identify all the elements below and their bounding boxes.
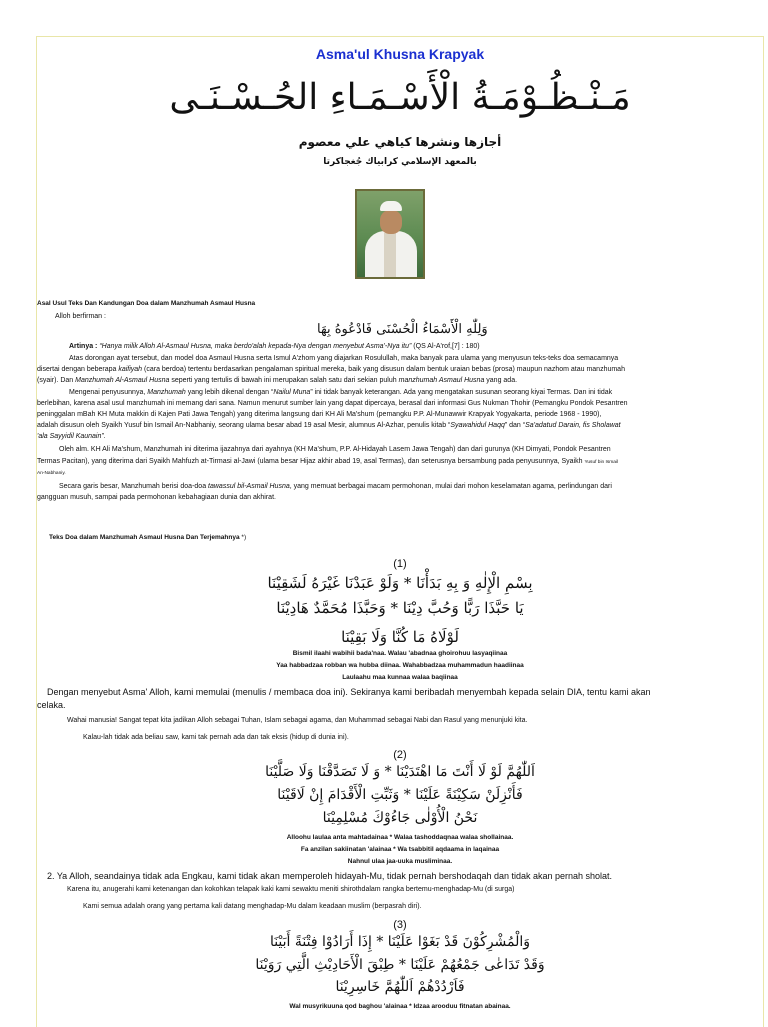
para4-text: Secara garis besar, Manzhumah berisi doa-doa bbox=[59, 483, 209, 490]
verse2-translit-3: Nahnul ulaa jaa-uuka musliminaa. bbox=[347, 858, 453, 865]
para1-text: yang ada. bbox=[484, 377, 518, 384]
section2-heading-text: Teks Doa dalam Manzhumah Asmaul Husna Dan Terjemahnya bbox=[49, 534, 240, 541]
verse3-arabic-line1: وَالْمُشْرِكُوْنَ قَدْ بَغَوْا عَلَيْنَا * إِذَا أَرَادُوْا فِتْنَةً أَبَيْنَا bbox=[269, 934, 531, 950]
quran-verse: وَلِلّٰهِ الْأَسْمَاءُ الْحُسْنَى فَادْعُوهُ بِهَا bbox=[317, 322, 488, 337]
para4-line2: gangguan musuh, sampai pada permohonan kebahagiaan dunia dan akhirat. bbox=[37, 494, 276, 501]
verse2-translit-2: Fa anzilan sakiinatan 'alainaa * Wa tsabbitil aqdaama in laqainaa bbox=[300, 846, 500, 853]
verse3-arabic-line2: وَقَدْ تَدَاعٰى جَمْعُهُمْ عَلَيْنَا * طِبْقَ الْأَحَادِيْثِ الَّتِي رَوَيْنَا bbox=[255, 957, 545, 973]
para1-text: (syair). Dan bbox=[37, 377, 76, 384]
section2-note: *) bbox=[241, 534, 247, 541]
verse2-comment-1: Karena itu, anugerahi kami ketenangan dan kokohkan telapak kaki kami sewaktu meniti shirothdalam rangka bertemu-menghadap-Mu (di surga) bbox=[67, 886, 515, 893]
para2-line1 bbox=[69, 389, 612, 396]
allah-berfirman: Alloh berfirman : bbox=[55, 313, 106, 320]
verse2-number: (2) bbox=[393, 749, 407, 761]
verse2-comment-2: Kami semua adalah orang yang pertama kali datang menghadap-Mu dalam keadaan muslim (berpasrah diri). bbox=[83, 903, 422, 910]
para1-italic: manzhumah Asmaul Husna bbox=[398, 377, 485, 384]
verse3-number: (3) bbox=[393, 919, 407, 931]
verse2-arabic-line3: نَحْنُ الْأُوْلٰى جَاءُوْكَ مُسْلِمِيْنَا bbox=[322, 810, 478, 826]
para2-text: yang lebih dikenal dengan “ bbox=[185, 389, 274, 396]
para1-line1: Atas dorongan ayat tersebut, dan model doa Asmaul Husna serta Ismul A'zhom yang diajarkan Rosulullah, maka banyak para ulama yang menyusun teks-teks doa semacamnya bbox=[69, 355, 619, 362]
verse2-arabic-line2: فَأَنْزِلَنْ سَكِيْنَةً عَلَيْنَا * وَثَبِّتِ الْأَقْدَامَ إِنْ لَاقَيْنَا bbox=[277, 787, 523, 803]
para2-italic: Sa'adatud Darain, fis Sholawat bbox=[525, 422, 621, 429]
arabic-title: مَـنْـظُـوْمَـةُ الْأَسْـمَـاءِ الحُـسْـنَـى bbox=[169, 77, 631, 118]
para2-text: ” ini tidak banyak keterangan. Ada yang mengatakan susunan seorang kiyai Termas. Dan ini tidak bbox=[310, 389, 613, 396]
verse3-arabic-line3: فَاَرْدُدْهُمْ اَللّٰهُمَّ خَاسِرِيْنَا bbox=[335, 979, 465, 995]
para3-line3: An-Nabhaniy. bbox=[37, 471, 66, 476]
portrait-face bbox=[380, 210, 402, 234]
artinya-text: “Hanya milik Alloh Al-Asmaul Husna, maka berdo'alah kepada-Nya dengan menyebut Asma'-Nya itu” bbox=[99, 343, 412, 350]
para3-line2 bbox=[37, 458, 618, 465]
para1-text: disertai dengan beberapa bbox=[37, 366, 119, 373]
para3-text: Termas Pacitan), yang diterima dari Syaikh Mahfuzh at-Tirmasi al-Jawi (ulama besar Hijaz akhir abad 19, asal Termas), dan seterusnya bersambung pada penyusunnya, Syaikh bbox=[37, 458, 585, 465]
verse1-translation-2: celaka. bbox=[37, 700, 66, 710]
para2-italic: Manzhumah bbox=[147, 389, 186, 396]
para1-italic: kaifiyah bbox=[118, 366, 143, 373]
para2-text: adalah disusun oleh Syaikh Yusuf bin Ismail An-Nabhaniy, seorang ulama besar abad 19 asal Mesir, alumnus Al-Azhar, penulis kitab “ bbox=[37, 422, 451, 429]
para2-line2: berlebihan, karena asal usul manzhumah ini memang dari sana. Namun menurut sumber lain yang dapat dipercaya, berasal dari informasi Gus Nukman Thohir (Pemangku Pondok Pesantren bbox=[37, 400, 628, 407]
para2-italic: 'ala Sayyidil Kaunain”. bbox=[37, 433, 106, 440]
para2-line3: peninggalan mBah KH Muta makkin di Kajen Pati Jawa Tengah) yang diterima langsung dari KH Ali Ma'shum (pemangku P.P. Al-Munawwir Krapyak Yogyakarta, periode 1968 - 1990), bbox=[37, 411, 602, 418]
verse1-number: (1) bbox=[393, 558, 407, 570]
para1-text: seperti yang tertulis di bawah ini merupakan salah satu dari sekian puluh bbox=[169, 377, 399, 384]
para4-line1 bbox=[59, 483, 612, 490]
verse1-translit-2: Yaa habbadzaa robban wa hubba diinaa. Wahabbadzaa muhammadun haadiinaa bbox=[276, 662, 524, 669]
verse2-arabic-line1: اَللّٰهُمَّ لَوْ لَا أَنْتَ مَا اهْتَدَيْنَا * وَ لَا تَصَدَّقْنَا وَلَا صَلَّيْنَا bbox=[265, 764, 535, 780]
portrait-scarf bbox=[384, 233, 396, 277]
arabic-subtitle-2: بالمعهد الإسلامي كرابياك جُغجاكرتا bbox=[323, 157, 477, 167]
para2-italic: Syawahidul Haqq bbox=[450, 422, 505, 429]
para1-line2 bbox=[37, 366, 625, 373]
artinya-ref: (QS Al-A'rof,[7] : 180) bbox=[411, 343, 480, 350]
verse2-translit-1: Alloohu laulaa anta mahtadainaa * Walaa tashoddaqnaa walaa shollainaa. bbox=[286, 834, 514, 841]
verse1-translit-1: Bismil ilaahi wabihii bada'naa. Walau 'abadnaa ghoirohuu lasyaqiinaa bbox=[292, 650, 508, 657]
para2-italic: Nailul Muna bbox=[273, 389, 311, 396]
verse2-translation-1: 2. Ya Alloh, seandainya tidak ada Engkau, kami tidak akan memperoleh hidayah-Mu, tidak pernah bershodaqah dan tidak akan pernah sholat. bbox=[47, 871, 613, 881]
verse1-comment-1: Wahai manusia! Sangat tepat kita jadikan Alloh sebagai Tuhan, Islam sebagai agama, dan Muhammad sebagai Nabi dan Rasul yang menunjuki kita. bbox=[67, 717, 528, 724]
page-title: Asma'ul Khusna Krapyak bbox=[315, 46, 485, 62]
verse1-arabic-line2: يَا حَبَّذَا رَبًّا وَحُبَّ دِيْنَا * وَحَبَّذَا مُحَمَّدٌ هَادِيْنَا bbox=[276, 599, 524, 617]
verse1-comment-2: Kalau-lah tidak ada beliau saw, kami tak pernah ada dan tak eksis (hidup di dunia ini). bbox=[83, 734, 349, 741]
para3-line1: Oleh alm. KH Ali Ma'shum, Manzhumah ini diterima ijazahnya dari ayahnya (KH Ma'shum, P.P. Al-Hidayah Lasem Jawa Tengah) dan dari gurunya (KH Dimyati, Pondok Pesantren bbox=[59, 446, 611, 453]
verse1-translation-1: Dengan menyebut Asma' Alloh, kami memulai (menulis / membaca doa ini). Sekiranya kami beribadah menyembah kepada selain DIA, tentu kami akan bbox=[47, 687, 651, 697]
verse1-arabic-line3: لَوْلَاهُ مَا كُنَّا وَلَا بَقِيْنَا bbox=[341, 628, 459, 646]
para3-small: Yusuf bin Ismail bbox=[584, 460, 619, 465]
para2-line5 bbox=[37, 433, 106, 440]
verse1-arabic-line1: بِسْمِ الْإِلٰهِ وَ بِهِ بَدَأْنَا * وَلَوْ عَبَدْنَا غَيْرَهُ لَشَقِيْنَا bbox=[267, 574, 533, 592]
verse1-translit-3: Laulaahu maa kunnaa walaa baqiinaa bbox=[342, 674, 458, 681]
verse3-translit-1: Wal musyrikuuna qod baghou 'alainaa * Idzaa arooduu fitnatan abainaa. bbox=[289, 1003, 511, 1010]
para4-text: , yang memuat berbagai macam permohonan, mulai dari mohon keselamatan agama, perlindungan dari bbox=[289, 483, 612, 490]
section2-heading bbox=[49, 534, 246, 541]
intro-heading: Asal Usul Teks Dan Kandungan Doa dalam Manzhumah Asmaul Husna bbox=[37, 300, 256, 307]
para4-italic: tawassul bil-Asmail Husna bbox=[208, 483, 290, 490]
artinya-line bbox=[69, 343, 480, 350]
para2-text: Mengenai penyusunnya, bbox=[69, 389, 148, 396]
para2-text: ” dan “ bbox=[504, 422, 526, 429]
document-frame bbox=[36, 36, 764, 1027]
para1-line3 bbox=[37, 377, 517, 384]
portrait-cap bbox=[380, 201, 402, 211]
artinya-label: Artinya : bbox=[69, 343, 100, 350]
para1-text: (cara berdoa) tertentu berdasarkan pengalaman spiritual mereka, baik yang disusun dalam bentuk uraian bebas (prosa) maupun nazhom atau manzhumah bbox=[142, 366, 625, 373]
portrait-photo bbox=[355, 189, 425, 279]
para2-line4 bbox=[37, 422, 621, 429]
arabic-subtitle-1: أجازها ونشرها كياهي علي معصوم bbox=[298, 135, 502, 149]
para1-italic: Manzhumah Al-Asmaul Husna bbox=[75, 377, 170, 384]
